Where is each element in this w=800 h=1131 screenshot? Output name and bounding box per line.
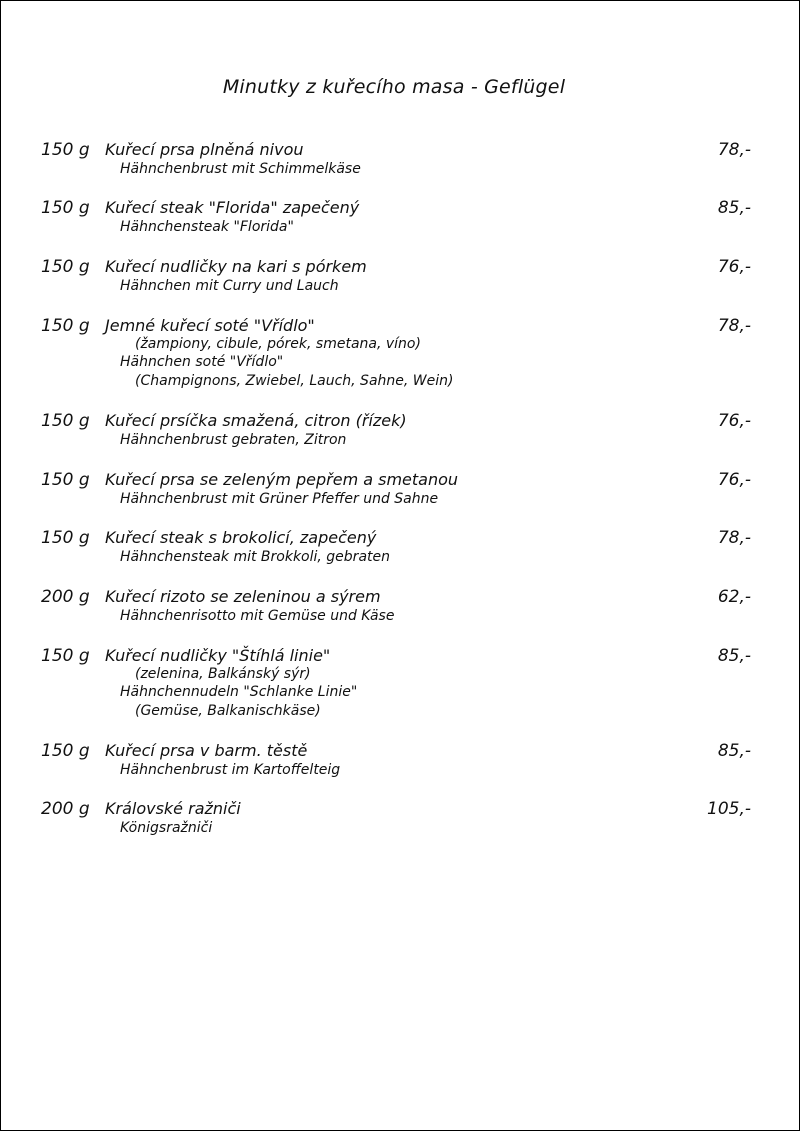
item-name: Kuřecí rizoto se zeleninou a sýrem [105,587,381,606]
item-translation: Hähnchen soté "Vřídlo" [120,354,284,370]
item-name: Královské ražniči [105,799,241,818]
item-translation: Hähnchen mit Curry und Lauch [120,278,339,294]
item-ingredients-translation: (Gemüse, Balkanischkäse) [135,703,321,719]
item-price: 76,- [717,470,751,490]
item-name: Kuřecí steak s brokolicí, zapečený [105,528,377,547]
item-price: 78,- [717,140,751,160]
item-price: 76,- [717,411,751,431]
item-translation: Hähnchennudeln "Schlanke Linie" [120,684,358,700]
item-weight: 200 g [41,799,90,819]
item-translation: Hähnchenbrust im Kartoffelteig [120,762,341,778]
item-name: Kuřecí prsíčka smažená, citron (řízek) [105,411,407,430]
item-price: 85,- [717,646,751,666]
item-ingredients: (zelenina, Balkánský sýr) [135,666,311,682]
item-name: Kuřecí prsa se zeleným pepřem a smetanou [105,470,459,489]
item-weight: 150 g [41,470,90,490]
item-translation: Hähnchensteak mit Brokkoli, gebraten [120,549,390,565]
item-name: Kuřecí prsa plněná nivou [105,140,304,159]
item-translation: Hähnchenbrust mit Schimmelkäse [120,161,361,177]
item-translation: Hähnchensteak "Florida" [120,219,294,235]
page-title: Minutky z kuřecího masa - Geflügel [222,76,566,98]
item-ingredients-translation: (Champignons, Zwiebel, Lauch, Sahne, Wein) [135,373,454,389]
item-price: 78,- [717,316,751,336]
item-weight: 150 g [41,316,90,336]
item-weight: 150 g [41,646,90,666]
item-price: 78,- [717,528,751,548]
item-price: 85,- [717,198,751,218]
item-translation: Hähnchenbrust gebraten, Zitron [120,432,347,448]
item-weight: 150 g [41,528,90,548]
item-name: Kuřecí nudličky "Štíhlá linie" [105,646,331,665]
item-translation: Hähnchenbrust mit Grüner Pfeffer und Sahne [120,491,439,507]
item-name: Kuřecí steak "Florida" zapečený [105,198,360,217]
item-price: 85,- [717,741,751,761]
item-price: 62,- [717,587,751,607]
item-price: 105,- [707,799,751,819]
item-weight: 150 g [41,741,90,761]
item-name: Kuřecí nudličky na kari s pórkem [105,257,367,276]
item-weight: 150 g [41,257,90,277]
item-ingredients: (žampiony, cibule, pórek, smetana, víno) [135,336,421,352]
item-weight: 150 g [41,140,90,160]
item-name: Kuřecí prsa v barm. těstě [105,741,308,760]
item-price: 76,- [717,257,751,277]
item-translation: Hähnchenrisotto mit Gemüse und Käse [120,608,395,624]
item-translation: Königsražniči [120,820,213,836]
item-weight: 150 g [41,411,90,431]
item-weight: 150 g [41,198,90,218]
item-name: Jemné kuřecí soté "Vřídlo" [105,316,315,335]
item-weight: 200 g [41,587,90,607]
